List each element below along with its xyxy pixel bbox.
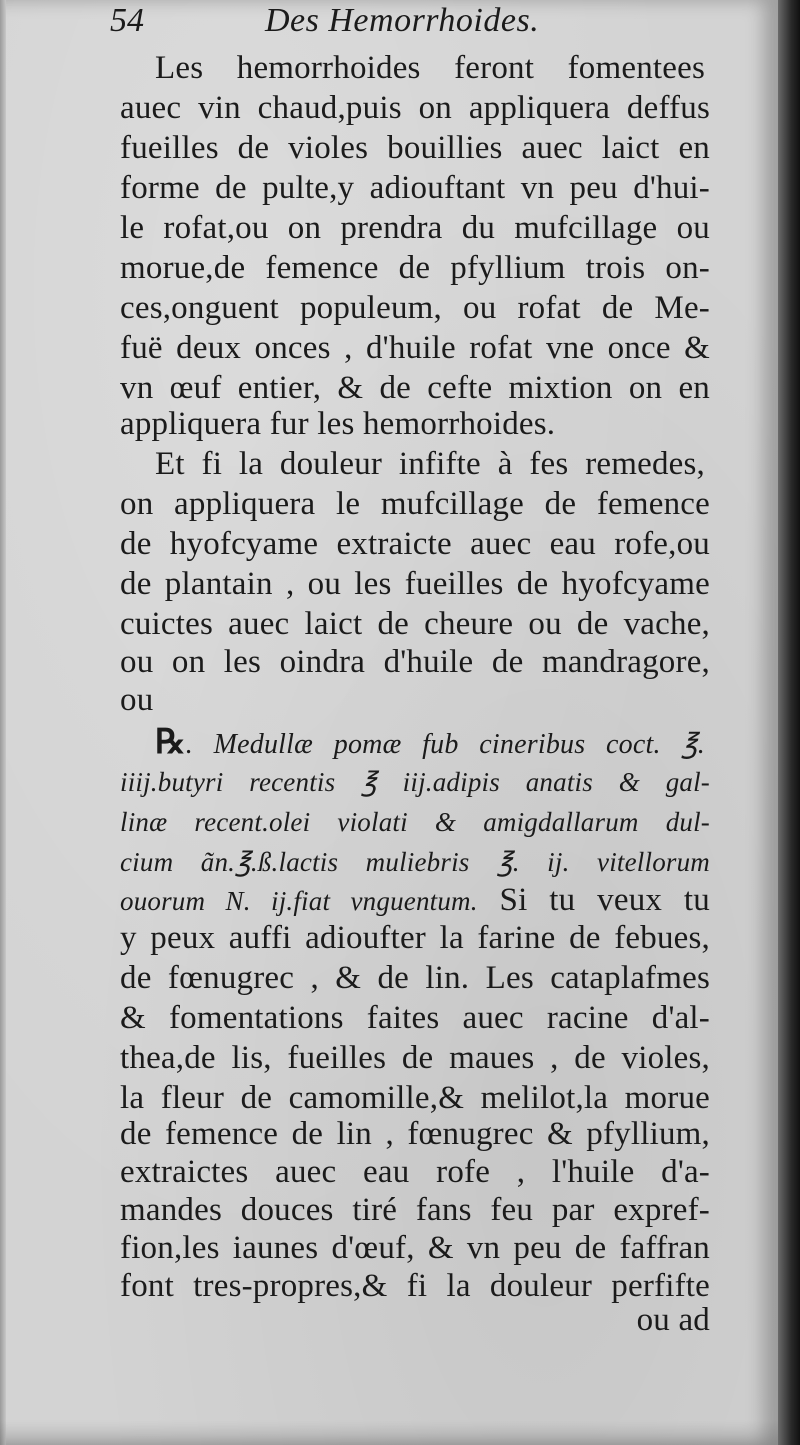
text-line: Et fi la douleur infifte à fes remedes, [155, 446, 705, 482]
text-line: & fomentations faites auec racine d'al- [120, 1000, 710, 1036]
text-line: vn œuf entier, & de cefte mixtion on en [120, 370, 710, 406]
text-line: extraictes auec eau rofe , l'huile d'a- [120, 1154, 710, 1190]
text-line: on appliquera le mufcillage de femence [120, 486, 710, 522]
text-line: de femence de lin , fœnugrec & pfyllium, [120, 1116, 710, 1152]
text-line: morue,de femence de pfyllium trois on- [120, 250, 710, 286]
text-line: mandes douces tiré fans feu par expref- [120, 1192, 710, 1228]
text-continuation: Si tu veux tu [499, 882, 710, 918]
running-title: Des Hemorrhoides. [265, 2, 540, 39]
rx-symbol: ℞ [155, 722, 186, 762]
text-line: y peux auffi adioufter la farine de febues, [120, 920, 710, 956]
text-line: fion,les iaunes d'œuf, & vn peu de faffran [120, 1230, 710, 1266]
text-line: la fleur de camomille,& melilot,la morue [120, 1080, 710, 1116]
text-line: de fœnugrec , & de lin. Les cataplafmes [120, 960, 710, 996]
text-line: de plantain , ou les fueilles de hyofcyame [120, 566, 710, 602]
text-line: ces,onguent populeum, ou rofat de Me- [120, 290, 710, 326]
page-bottom-shadow [0, 1420, 778, 1445]
page-gutter [0, 0, 6, 1445]
text-line: cuictes auec laict de cheure ou de vache, [120, 606, 710, 642]
text-line: ou [120, 682, 154, 718]
text-line: font tres-propres,& fi la douleur perfifte [120, 1268, 710, 1304]
text-line: fueilles de violes bouillies auec laict en [120, 130, 710, 166]
text-line: ou on les oindra d'huile de mandragore, [120, 644, 710, 680]
text-line: thea,de lis, fueilles de maues , de violes, [120, 1040, 710, 1076]
text-line: forme de pulte,y adiouftant vn peu d'hui- [120, 170, 710, 206]
text-line: fuë deux onces , d'huile rofat vne once & [120, 330, 710, 366]
book-binding-shadow [778, 0, 800, 1445]
recipe-line-mixed [120, 880, 710, 920]
recipe-line: linæ recent.olei violati & amigdallarum dul- [120, 807, 710, 837]
page-number: 54 [110, 2, 144, 39]
recipe-line-first [155, 722, 705, 762]
text-line: Les hemorrhoides feront fomentees [155, 50, 705, 86]
page-header [110, 2, 710, 42]
text-line: de hyofcyame extraicte auec eau rofe,ou [120, 526, 710, 562]
text-line: appliquera fur les hemorrhoides. [120, 406, 556, 442]
text-line: auec vin chaud,puis on appliquera deffus [120, 90, 710, 126]
recipe-closing: ouorum N. ij.fiat vnguentum. [120, 886, 478, 916]
recipe-line: iiij.butyri recentis ℥ iij.adipis anatis & gal- [120, 767, 710, 797]
text-line: le rofat,ou on prendra du mufcillage ou [120, 210, 710, 246]
catchword: ou ad [636, 1302, 710, 1338]
recipe-line: cium ãn.℥.ß.lactis muliebris ℥. ij. vitellorum [120, 847, 710, 877]
recipe-text: . Medullæ pomæ fub cineribus coct. ℥. [185, 729, 705, 760]
